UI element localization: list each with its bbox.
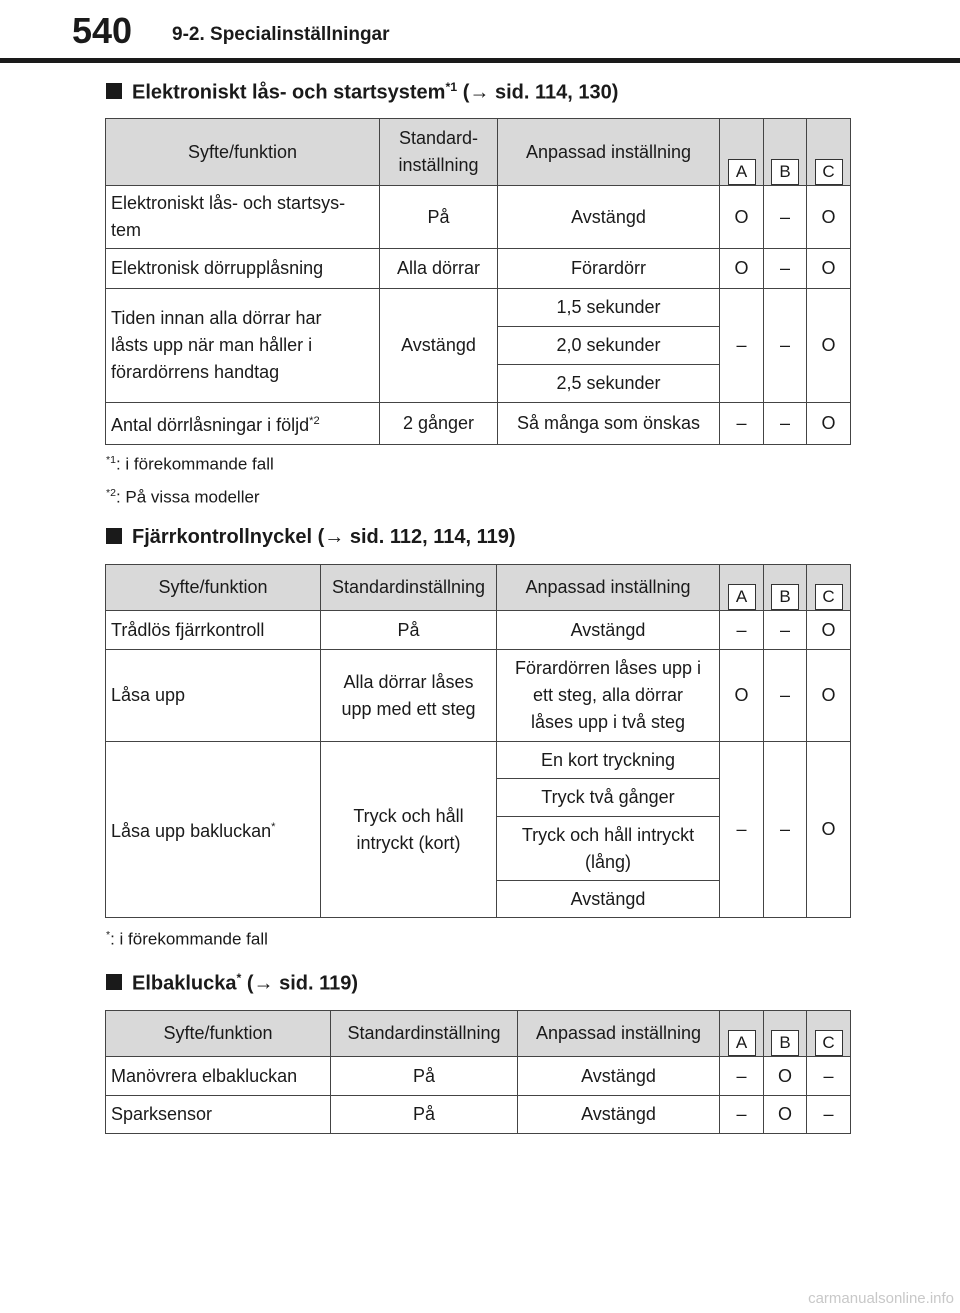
section-ref: (→ sid. 119): [241, 972, 359, 995]
cell-custom: Tryck och håll intryckt (lång): [497, 817, 720, 881]
table-row: [106, 289, 851, 327]
col-header-default: Standardinställning: [321, 565, 497, 611]
cell-b: –: [764, 403, 807, 445]
cell-function: [106, 403, 380, 445]
cell-a: –: [720, 611, 764, 650]
col-header-function: Syfte/funktion: [106, 119, 380, 186]
chapter-title: 9-2. Specialinställningar: [172, 24, 390, 45]
section-title: Fjärrkontrollnyckel: [132, 526, 313, 548]
footnote-mark: *: [271, 821, 276, 833]
cell-default: Alla dörrar: [380, 249, 498, 289]
footnote-1: [106, 454, 274, 475]
cell-function-text: Låsa upp bakluckan: [111, 821, 272, 841]
table-header-row: [106, 1011, 851, 1057]
cell-default: Alla dörrar låses upp med ett steg: [321, 650, 497, 742]
cell-function: Låsa upp: [106, 650, 321, 742]
settings-table-3: [105, 1010, 851, 1134]
bullet-square-icon: [106, 974, 122, 990]
cell-custom: Avstängd: [518, 1096, 720, 1134]
cell-custom: Så många som önskas: [498, 403, 720, 445]
cell-a: –: [720, 742, 764, 918]
cell-custom: Förardörr: [498, 249, 720, 289]
cell-a: –: [720, 1096, 764, 1134]
cell-custom: Avstängd: [497, 881, 720, 918]
cell-a: O: [720, 249, 764, 289]
cell-custom: Avstängd: [497, 611, 720, 650]
section-heading-3: [106, 971, 358, 996]
cell-a: –: [720, 289, 764, 403]
cell-function: [106, 742, 321, 918]
cell-function-text: Antal dörrlåsningar i följd: [111, 415, 310, 435]
cell-c: O: [807, 611, 851, 650]
footnote-text: : i förekommande fall: [110, 929, 268, 949]
cell-c: O: [807, 742, 851, 918]
col-header-default: Standard- inställning: [380, 119, 498, 186]
page-header: [0, 0, 960, 64]
section-title: Elektroniskt lås- och startsystem: [132, 81, 446, 104]
col-label-c: C: [815, 584, 843, 610]
col-label-c: C: [815, 1030, 843, 1056]
cell-c: O: [807, 186, 851, 249]
cell-c: –: [807, 1096, 851, 1134]
cell-default: 2 gånger: [380, 403, 498, 445]
section-footnote-mark: *: [236, 971, 242, 985]
section-ref: (→ sid. 114, 130): [457, 81, 619, 104]
col-header-function: Syfte/funktion: [106, 565, 321, 611]
cell-c: O: [807, 403, 851, 445]
footnote-2: [106, 487, 260, 508]
section-ref: (→ sid. 112, 114, 119): [312, 526, 516, 548]
col-header-custom: Anpassad inställning: [497, 565, 720, 611]
table-row: [106, 1096, 851, 1134]
section-title: Elbaklucka: [132, 972, 237, 995]
cell-default: På: [331, 1057, 518, 1096]
cell-b: –: [764, 611, 807, 650]
cell-custom: En kort tryckning: [497, 742, 720, 779]
cell-function: Trådlös fjärrkontroll: [106, 611, 321, 650]
cell-a: –: [720, 403, 764, 445]
cell-default: På: [380, 186, 498, 249]
col-label-b: B: [771, 159, 799, 185]
table-row: [106, 403, 851, 445]
footnote-mark: *1: [106, 454, 116, 466]
cell-b: O: [764, 1057, 807, 1096]
cell-function: Elektroniskt lås- och startsys- tem: [106, 186, 380, 249]
footnote-mark: *2: [309, 415, 320, 427]
table-row: [106, 742, 851, 779]
settings-table-1: [105, 118, 851, 445]
cell-b: –: [764, 249, 807, 289]
cell-function: Tiden innan alla dörrar har låsts upp när man håller i förardörrens handtag: [106, 289, 380, 403]
section-heading-2: [106, 526, 516, 549]
col-header-function: Syfte/funktion: [106, 1011, 331, 1057]
cell-custom: 2,0 sekunder: [498, 327, 720, 365]
col-header-custom: Anpassad inställning: [498, 119, 720, 186]
cell-a: O: [720, 186, 764, 249]
cell-c: O: [807, 289, 851, 403]
watermark: carmanualsonline.info: [808, 1290, 954, 1307]
cell-custom: Avstängd: [518, 1057, 720, 1096]
footnote-mark: *2: [106, 487, 116, 499]
cell-c: O: [807, 650, 851, 742]
col-label-c: C: [815, 159, 843, 185]
cell-custom: 2,5 sekunder: [498, 365, 720, 403]
section-heading-1: [106, 80, 618, 105]
col-label-b: B: [771, 1030, 799, 1056]
footnote-text: : På vissa modeller: [115, 487, 260, 507]
cell-b: O: [764, 1096, 807, 1134]
col-label-b: B: [771, 584, 799, 610]
cell-c: –: [807, 1057, 851, 1096]
table-row: [106, 611, 851, 650]
cell-default: På: [331, 1096, 518, 1134]
cell-a: –: [720, 1057, 764, 1096]
cell-default: Tryck och håll intryckt (kort): [321, 742, 497, 918]
footnote-mark: *: [106, 929, 111, 941]
cell-default: Avstängd: [380, 289, 498, 403]
table-row: [106, 1057, 851, 1096]
cell-custom: Tryck två gånger: [497, 779, 720, 817]
col-label-a: A: [728, 159, 756, 185]
table-row: [106, 186, 851, 249]
cell-b: –: [764, 742, 807, 918]
col-label-a: A: [728, 584, 756, 610]
col-header-custom: Anpassad inställning: [518, 1011, 720, 1057]
table-row: [106, 249, 851, 289]
cell-function: Sparksensor: [106, 1096, 331, 1134]
cell-default: På: [321, 611, 497, 650]
cell-function: Elektronisk dörrupplåsning: [106, 249, 380, 289]
cell-b: –: [764, 650, 807, 742]
cell-function: Manövrera elbakluckan: [106, 1057, 331, 1096]
cell-b: –: [764, 186, 807, 249]
bullet-square-icon: [106, 528, 122, 544]
cell-custom: Avstängd: [498, 186, 720, 249]
section-footnote-mark: *1: [445, 80, 458, 94]
page-number: 540: [72, 10, 133, 51]
footnote-text: : i förekommande fall: [115, 454, 274, 474]
table-header-row: [106, 565, 851, 611]
cell-custom: 1,5 sekunder: [498, 289, 720, 327]
footnote-3: [106, 929, 268, 950]
table-row: [106, 650, 851, 742]
bullet-square-icon: [106, 83, 122, 99]
cell-c: O: [807, 249, 851, 289]
col-header-default: Standardinställning: [331, 1011, 518, 1057]
cell-b: –: [764, 289, 807, 403]
cell-custom: Förardörren låses upp i ett steg, alla dörrar låses upp i två steg: [497, 650, 720, 742]
col-label-a: A: [728, 1030, 756, 1056]
table-header-row: [106, 119, 851, 186]
header-rule: [0, 58, 960, 63]
settings-table-2: [105, 564, 851, 918]
cell-a: O: [720, 650, 764, 742]
